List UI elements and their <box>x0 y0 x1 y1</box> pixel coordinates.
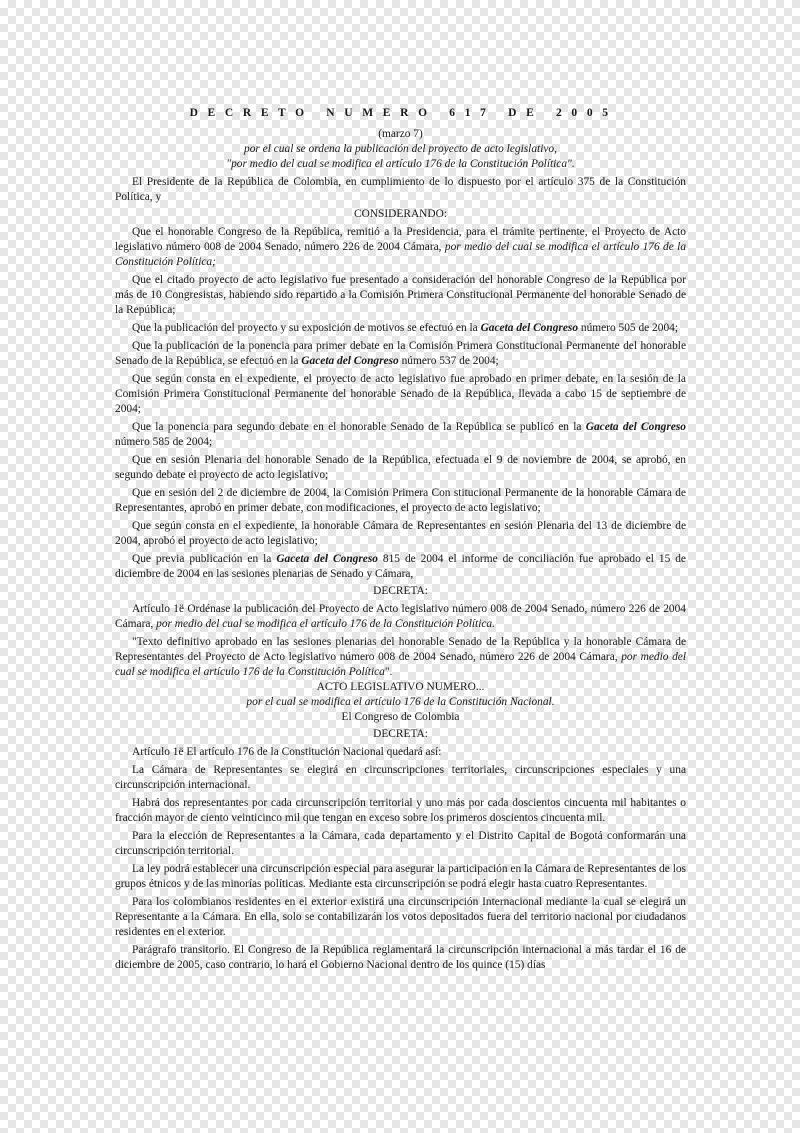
paragraph-18: Para los colombianos residentes en el exterior existirá una circunscripción Internacional mediante la cual se elegirá un Representante a la Cámara. En ella, solo se contabilizarán los votos depositados fuera del territorio nacional por ciudadanos residentes en el exterior. <box>115 896 686 938</box>
gaceta-reference: Gaceta del Congreso <box>301 355 399 367</box>
paragraph-16: Para la elección de Representantes a la Cámara, cada departamento y el Distrito Capital de Bogotá conformarán una circunscripción territorial. <box>115 830 686 857</box>
article-1-italic: por medio del cual se modifica el artículo 176 de la Constitución Política. <box>156 618 495 630</box>
paragraph-8: Que en sesión del 2 de diciembre de 2004, la Comisión Primera Con stitucional Permanente de la honorable Cámara de Representantes, aprobó en primer debate, con modificaciones, el proyecto de acto legislativo; <box>115 487 686 514</box>
paragraph-10-text: Que previa publicación en la <box>132 553 277 565</box>
acto-legislativo-heading: ACTO LEGISLATIVO NUMERO... <box>316 681 485 693</box>
paragraph-13: Artículo 1ë El artículo 176 de la Constitución Nacional quedará así: <box>132 746 442 758</box>
paragraph-4-text: Que la publicación de la ponencia para primer debate en la Comisión Primera Constitucional Permanente del honorable Senado de la República, se efectuó en la <box>115 340 686 367</box>
paragraph-17: La ley podrá establecer una circunscripción especial para asegurar la participación en la Cámara de Representantes de los grupos étnicos y de las minorías políticas. Mediante esta circunscripción se podrá elegir hasta cuatro Representantes. <box>115 863 686 890</box>
paragraph-10 <box>115 552 686 582</box>
intro-paragraph: El Presidente de la República de Colombia, en cumplimiento de lo dispuesto por el artículo 375 de la Constitución Política, y <box>115 176 686 203</box>
paragraph-3-text: Que la publicación del proyecto y su exposición de motivos se efectuó en la <box>132 322 481 334</box>
paragraph-6 <box>115 420 686 450</box>
article-1-text: Artículo 1ë Ordénase la publicación del Proyecto de Acto legislativo número 008 de 2004 Senado, número 226 de 2004 Cámara, <box>115 603 686 630</box>
decree-subtitle-1: por el cual se ordena la publicación del proyecto de acto legislativo, <box>244 143 557 155</box>
gaceta-reference: Gaceta del Congreso <box>480 322 579 334</box>
paragraph-19: Parágrafo transitorio. El Congreso de la República reglamentará la circunscripción internacional a más tardar el 16 de diciembre de 2005, caso contrario, lo hará el Gobierno Nacional dentro de los quince (15) días <box>115 944 686 971</box>
paragraph-6-text: Que la ponencia para segundo debate en el honorable Senado de la República se publicó en la <box>132 421 586 433</box>
paragraph-6-end: número 585 de 2004; <box>115 436 213 448</box>
decreta-heading-1: DECRETA: <box>373 585 428 597</box>
definitive-text-italic: por medio del cual se modifica el artículo 176 de la Constitución Política <box>115 651 687 678</box>
gaceta-reference: Gaceta del Congreso <box>276 553 378 565</box>
decree-title-text: D E C R E T O N U M E R O 6 1 7 D E 2 0 0 5 <box>189 107 612 119</box>
paragraph-14: La Cámara de Representantes se elegirá en circunscripciones territoriales, circunscripciones especiales y una circunscripción internacional. <box>115 764 686 791</box>
definitive-text: "Texto definitivo aprobado en las sesiones plenarias del honorable Senado de la República y la honorable Cámara de Representantes del Proyecto de Acto legislativo número 008 de 2004 Senado, número 226 de 2004 Cámara, <box>115 636 686 663</box>
decree-date: (marzo 7) <box>378 128 423 140</box>
document-page <box>115 106 686 973</box>
congreso-heading: El Congreso de Colombia <box>341 711 460 723</box>
paragraph-3-end: número 505 de 2004; <box>578 322 678 334</box>
paragraph-1 <box>115 225 686 270</box>
paragraph-1-italic: por medio del cual se modifica el artículo 176 de la Constitución Política; <box>115 241 687 268</box>
paragraph-9: Que según consta en el expediente, la honorable Cámara de Representantes en sesión Plenaria del 13 de diciembre de 2004, aprobó el proyecto de acto legislativo; <box>115 520 686 547</box>
paragraph-2: Que el citado proyecto de acto legislativo fue presentado a consideración del honorable Congreso de la República por más de 10 Congresistas, habiendo sido repartido a la Comisión Primera Constitucional Permanente del honorable Senado de la República; <box>115 274 686 316</box>
definitive-text-end: ". <box>384 666 393 678</box>
decree-title <box>115 106 686 121</box>
article-1-paragraph <box>115 602 686 632</box>
paragraph-5: Que según consta en el expediente, el proyecto de acto legislativo fue aprobado en primer debate, en la sesión de la Comisión Primera Constitucional Permanente del honorable Senado de la República, llevada a cabo 15 de septiembre de 2004; <box>115 373 686 415</box>
paragraph-3 <box>115 321 686 336</box>
paragraph-4 <box>115 339 686 369</box>
decree-subtitle-2: "por medio del cual se modifica el artículo 176 de la Constitución Política". <box>226 158 575 170</box>
paragraph-10-end: 815 de 2004 el informe de conciliación fue aprobado el 15 de diciembre de 2004 en las sesiones plenarias de Senado y Cámara, <box>115 553 686 580</box>
paragraph-15: Habrá dos representantes por cada circunscripción territorial y uno más por cada doscientos cincuenta mil habitantes o fracción mayor de ciento veinticinco mil que tengan en exceso sobre los primeros doscientos cincuenta mil. <box>115 797 686 824</box>
paragraph-4-end: número 537 de 2004; <box>398 355 499 367</box>
acto-legislativo-subtitle: por el cual se modifica el artículo 176 de la Constitución Nacional. <box>246 696 555 708</box>
definitive-text-paragraph <box>115 635 686 680</box>
gaceta-reference: Gaceta del Congreso <box>585 421 686 433</box>
paragraph-1-text: Que el honorable Congreso de la República, remitió a la Presidencia, para el trámite pertinente, el Proyecto de Acto legislativo número 008 de 2004 Senado, número 226 de 2004 Cámara, <box>115 226 686 253</box>
considerando-heading: CONSIDERANDO: <box>353 208 448 220</box>
paragraph-7: Que en sesión Plenaria del honorable Senado de la República, efectuada el 9 de noviembre de 2004, se aprobó, en segundo debate el proyecto de acto legislativo; <box>115 454 686 481</box>
decreta-heading-2: DECRETA: <box>373 728 428 740</box>
